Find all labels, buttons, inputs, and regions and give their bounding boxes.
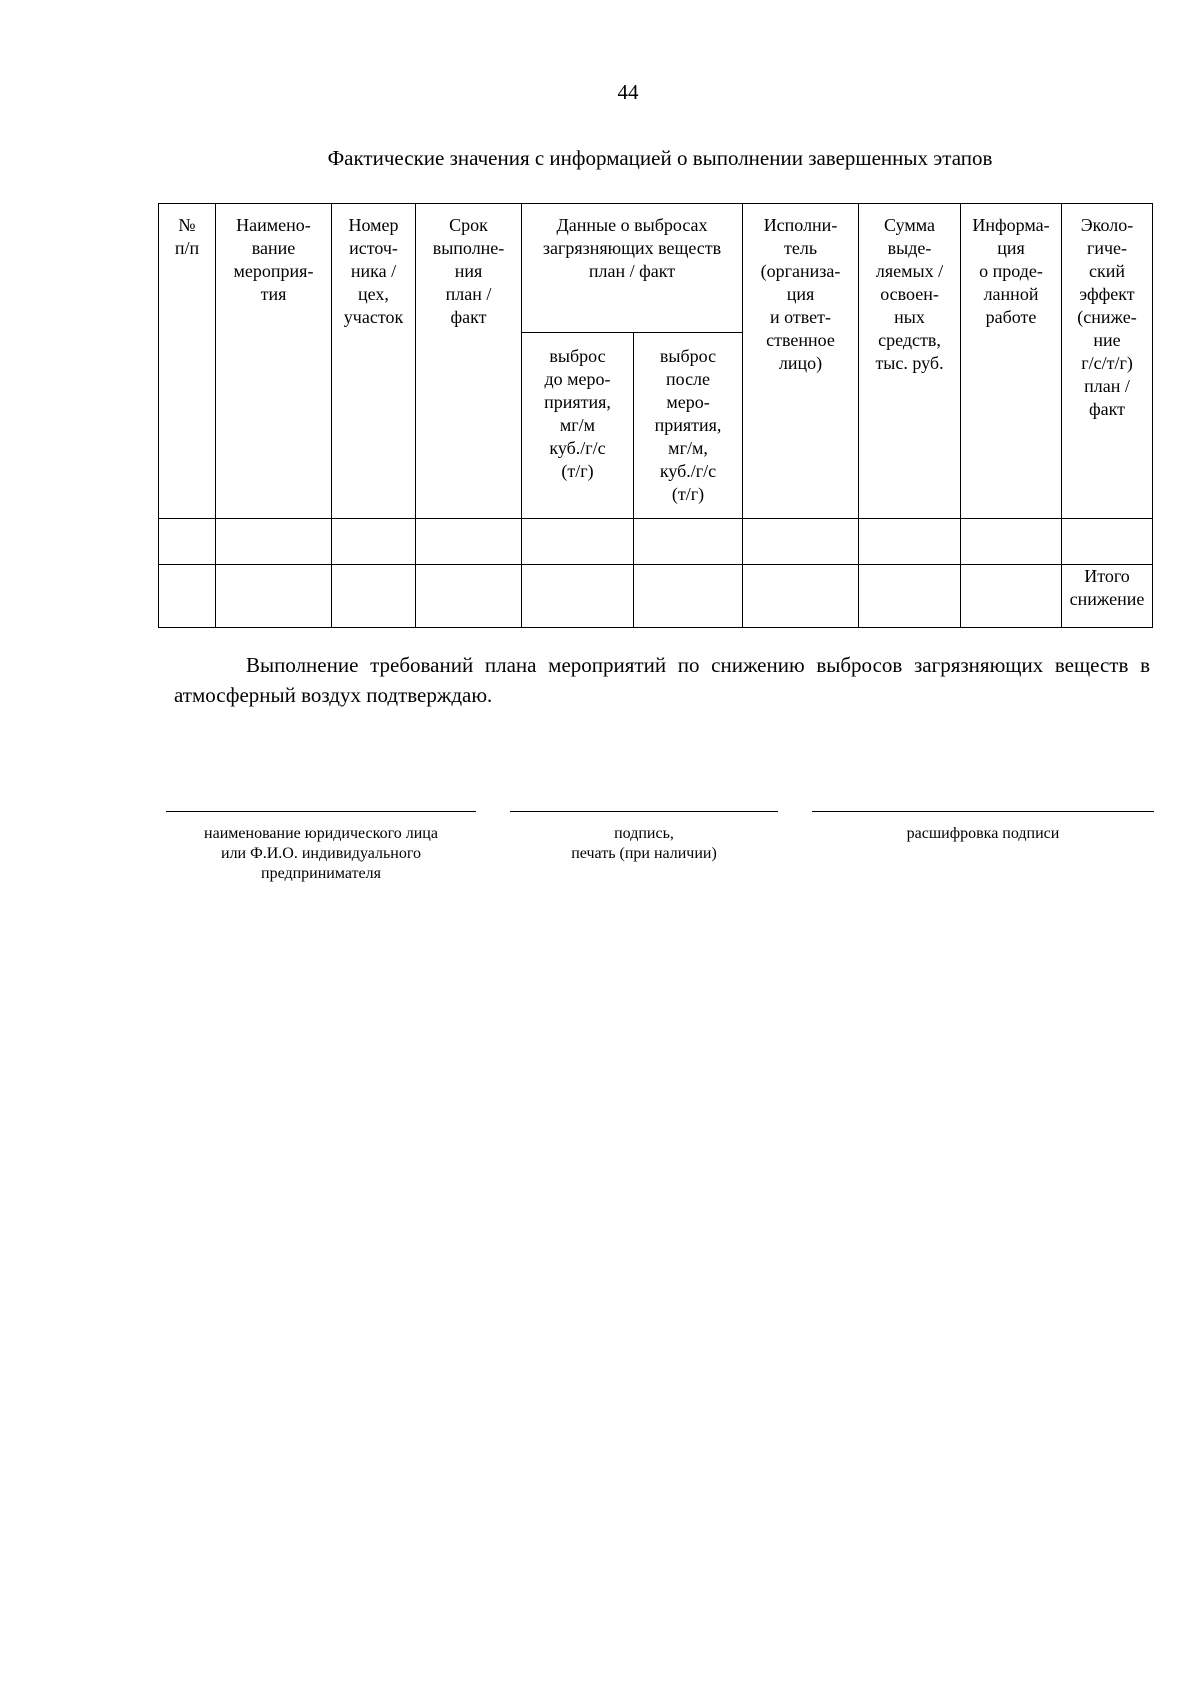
table-cell <box>743 519 859 565</box>
table-cell <box>159 519 216 565</box>
table-cell <box>332 519 416 565</box>
transcript-label: расшифровка подписи <box>906 825 1060 842</box>
table-cell <box>216 519 332 565</box>
document-title: Фактические значения с информацией о выполнении завершенных этапов <box>327 146 993 170</box>
header-num: № п/п <box>159 204 216 519</box>
header-amount: Сумма выде- ляемых / освоен- ных средств, тыс. руб. <box>859 204 961 519</box>
legal-entity-label: наименование юридического лица или Ф.И.О. индивидуального предпринимателя <box>204 825 438 882</box>
header-emission-before: выброс до меро- приятия, мг/м куб./г/с (т/г) <box>522 333 634 519</box>
table-cell <box>522 519 634 565</box>
table-cell <box>522 565 634 628</box>
total-reduction-label: Итого снижение <box>1062 565 1153 628</box>
table-cell <box>634 519 743 565</box>
header-name: Наимено- вание мероприя- тия <box>216 204 332 519</box>
table-row <box>159 519 1153 565</box>
table-cell <box>961 565 1062 628</box>
table-cell <box>961 519 1062 565</box>
table-cell <box>159 565 216 628</box>
header-source: Номер источ- ника / цех, участок <box>332 204 416 519</box>
signature-label: подпись, печать (при наличии) <box>571 825 717 862</box>
table-cell <box>859 519 961 565</box>
header-executor: Исполни- тель (организа- ция и ответ- ственное лицо) <box>743 204 859 519</box>
table-cell <box>216 565 332 628</box>
legal-entity-line <box>166 811 476 812</box>
header-emissions: Данные о выбросах загрязняющих веществ план / факт <box>522 204 743 333</box>
header-emission-after: выброс после меро- приятия, мг/м, куб./г/с (т/г) <box>634 333 743 519</box>
header-info: Информа- ция о проде- ланной работе <box>961 204 1062 519</box>
report-table <box>158 203 1153 628</box>
transcript-line <box>812 811 1154 812</box>
confirmation-statement: Выполнение требований плана мероприятий по снижению выбросов загрязняющих веществ в атмосферный воздух подтверждаю. <box>174 653 1150 707</box>
header-deadline: Срок выполне- ния план / факт <box>416 204 522 519</box>
page-number: 44 <box>617 80 639 104</box>
table-cell <box>743 565 859 628</box>
header-eco-effect: Эколо- гиче- ский эффект (сниже- ние г/с/т/г) план / факт <box>1062 204 1153 519</box>
table-cell <box>1062 519 1153 565</box>
table-cell <box>416 519 522 565</box>
table-cell <box>859 565 961 628</box>
table-cell <box>634 565 743 628</box>
table-cell <box>332 565 416 628</box>
table-cell <box>416 565 522 628</box>
total-row <box>159 565 1153 628</box>
signature-line <box>510 811 778 812</box>
